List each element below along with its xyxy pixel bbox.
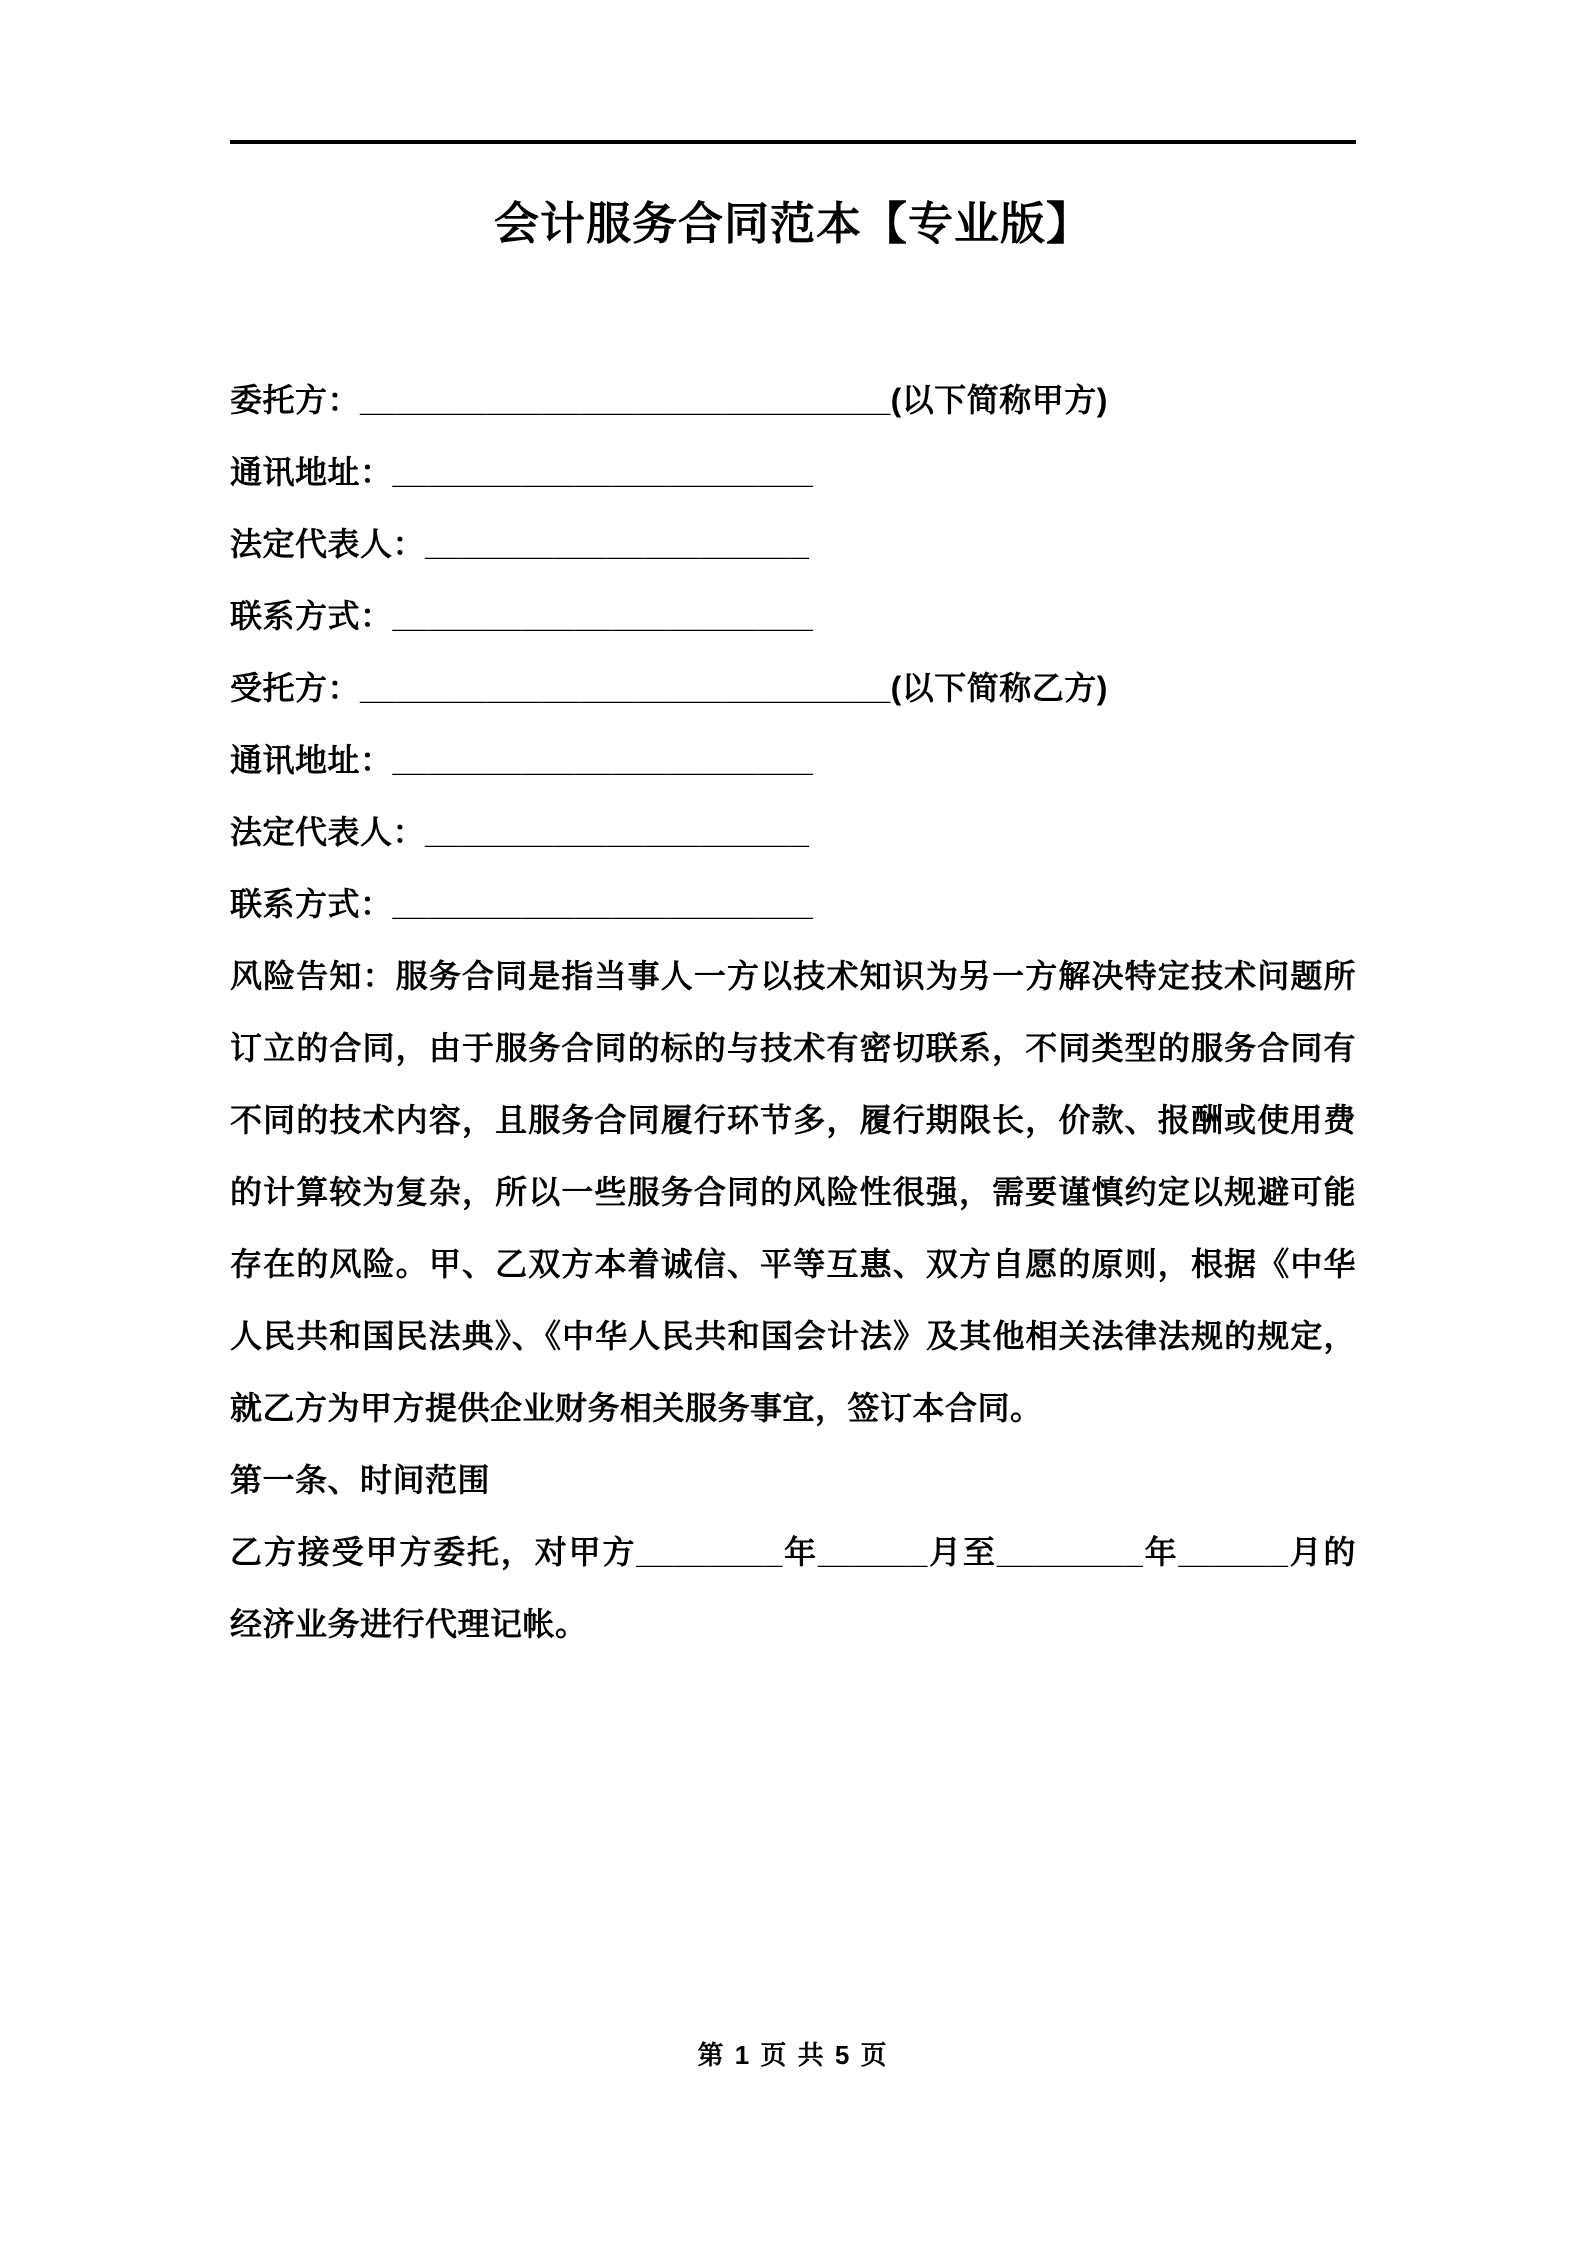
party-line-contact-a: 联系方式：_______________________ bbox=[230, 597, 814, 634]
party-line-address-b: 通讯地址：_______________________ bbox=[230, 741, 814, 778]
party-line-legal-rep-a: 法定代表人：_____________________ bbox=[230, 525, 810, 562]
section-one-paragraph: 乙方接受甲方委托，对甲方________年______月至________年______月的经济业务进行代理记帐。 bbox=[230, 1533, 1356, 1642]
risk-notice-paragraph: 风险告知：服务合同是指当事人一方以技术知识为另一方解决特定技术问题所订立的合同，由于服务合同的标的与技术有密切联系，不同类型的服务合同有不同的技术内容，且服务合同履行环节多，履行期限长，价款、报酬或使用费的计算较为复杂，所以一些服务合同的风险性很强，需要谨慎约定以规避可能存在的风险。甲、乙双方本着诚信、平等互惠、双方自愿的原则，根据《中华人民共和国民法典》、《中华人民共和国会计法》及其他相关法律法规的规定，就乙方为甲方提供企业财务相关服务事宜，签订本合同。 bbox=[230, 957, 1356, 1426]
section-one-heading: 第一条、时间范围 bbox=[230, 1461, 491, 1498]
page-title: 会计服务合同范本【专业版】 bbox=[493, 198, 1092, 249]
party-line-entrusting: 委托方：_____________________________(以下简称甲方) bbox=[230, 381, 1108, 418]
party-line-contact-b: 联系方式：_______________________ bbox=[230, 885, 814, 922]
page-footer: 第 1 页 共 5 页 bbox=[697, 2040, 889, 2070]
party-line-entrusted: 受托方：_____________________________(以下简称乙方) bbox=[230, 669, 1108, 706]
party-line-address-a: 通讯地址：_______________________ bbox=[230, 453, 814, 490]
header-rule bbox=[230, 140, 1356, 144]
document-body bbox=[230, 364, 1356, 1660]
party-line-legal-rep-b: 法定代表人：_____________________ bbox=[230, 813, 810, 850]
